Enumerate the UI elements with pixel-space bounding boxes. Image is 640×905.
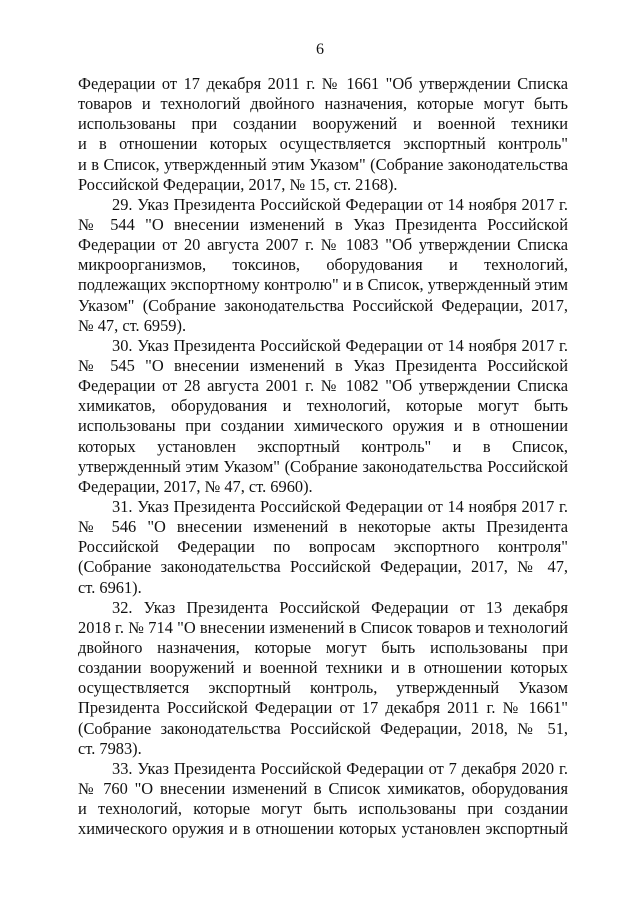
text-line: 2018 г. № 714 "О внесении изменений в Список товаров и технологий [78, 617, 568, 637]
text-line: 29. Указ Президента Российской Федерации от 14 ноября 2017 г. [112, 194, 568, 214]
text-line: и в отношении которых осуществляется экспортный контроль" [78, 134, 568, 154]
text-line: Федерации от 20 августа 2007 г. № 1083 "Об утверждении Списка [78, 235, 568, 255]
text-line: ст. 7983). [78, 738, 142, 758]
text-line: № 544 "О внесении изменений в Указ Президента Российской [78, 214, 568, 234]
text-line: подлежащих экспортному контролю" и в Список, утвержденный этим [78, 275, 568, 295]
text-line: использованы при создании вооружений и военной техники [78, 114, 568, 134]
text-line: создании вооружений и военной техники и в отношении которых [78, 658, 568, 678]
text-line: которых установлен экспортный контроль" и в Список, [78, 436, 568, 456]
text-line: (Собрание законодательства Российской Федерации, 2018, № 51, [78, 718, 568, 738]
text-line: Российской Федерации по вопросам экспортного контроля" [78, 537, 568, 557]
text-line: товаров и технологий двойного назначения, которые могут быть [78, 94, 568, 114]
document-body [78, 74, 568, 839]
text-line: химического оружия и в отношении которых установлен экспортный [78, 819, 568, 839]
text-line: Федерации от 17 декабря 2011 г. № 1661 "Об утверждении Списка [78, 74, 568, 93]
text-line: № 47, ст. 6959). [78, 315, 187, 335]
text-line: утвержденный этим Указом" (Собрание законодательства Российской [78, 456, 568, 476]
text-line: Президента Российской Федерации от 17 декабря 2011 г. № 1661" [78, 698, 568, 718]
text-line: № 545 "О внесении изменений в Указ Президента Российской [78, 355, 568, 375]
text-line: осуществляется экспортный контроль, утвержденный Указом [78, 678, 568, 698]
text-line: № 546 "О внесении изменений в некоторые акты Президента [78, 517, 568, 537]
text-line: № 760 "О внесении изменений в Список химикатов, оборудования [78, 778, 568, 798]
text-line: 30. Указ Президента Российской Федерации от 14 ноября 2017 г. [112, 335, 568, 355]
text-line: химикатов, оборудования и технологий, которые могут быть [78, 396, 568, 416]
text-line: 31. Указ Президента Российской Федерации от 14 ноября 2017 г. [112, 496, 568, 516]
text-line: двойного назначения, которые могут быть использованы при [78, 637, 568, 657]
text-line: и в Список, утвержденный этим Указом" (Собрание законодательства [78, 154, 568, 174]
text-line: (Собрание законодательства Российской Федерации, 2017, № 47, [78, 557, 568, 577]
text-line: использованы при создании химического оружия и в отношении [78, 416, 568, 436]
text-line: Указом" (Собрание законодательства Российской Федерации, 2017, [78, 295, 568, 315]
page-number: 6 [316, 41, 324, 58]
text-line: микроорганизмов, токсинов, оборудования и технологий, [78, 255, 568, 275]
text-line: 32. Указ Президента Российской Федерации от 13 декабря [112, 597, 568, 617]
text-line: Российской Федерации, 2017, № 15, ст. 2168). [78, 174, 398, 194]
text-line: ст. 6961). [78, 577, 142, 597]
text-line: 33. Указ Президента Российской Федерации от 7 декабря 2020 г. [112, 758, 568, 778]
text-line: Федерации от 28 августа 2001 г. № 1082 "Об утверждении Списка [78, 376, 568, 396]
text-line: и технологий, которые могут быть использованы при создании [78, 799, 568, 819]
text-line: Федерации, 2017, № 47, ст. 6960). [78, 476, 313, 496]
